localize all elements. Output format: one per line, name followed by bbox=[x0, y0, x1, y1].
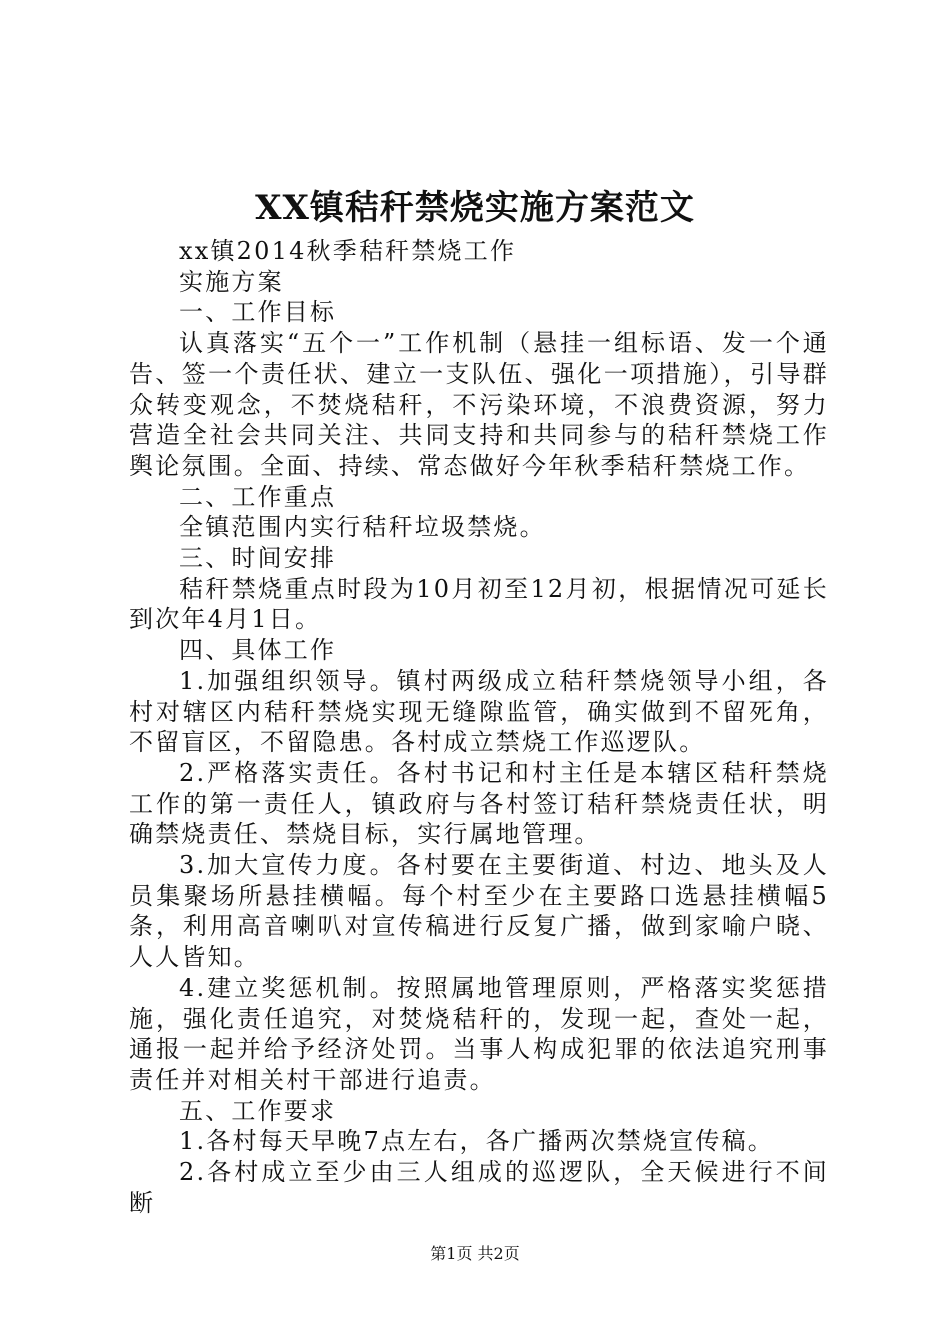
paragraph-requirement-2: 2.各村成立至少由三人组成的巡逻队，全天候进行不间断 bbox=[129, 1158, 829, 1217]
paragraph-goals: 认真落实“五个一”工作机制（悬挂一组标语、发一个通告、签一个责任状、建立一支队伍、强化一项措施），引导群众转变观念，不焚烧秸秆，不污染环境，不浪费资源，努力营造全社会共同关注、共同支持和共同参与的秸秆禁烧工作舆论氛围。全面、持续、常态做好今年秋季秸秆禁烧工作。 bbox=[129, 329, 829, 480]
section-heading-focus: 二、工作重点 bbox=[179, 482, 337, 511]
page-footer: 第1页 共2页 bbox=[430, 1244, 520, 1263]
section-heading-goals: 一、工作目标 bbox=[179, 298, 337, 327]
document-title: XX镇秸秆禁烧实施方案范文 bbox=[255, 188, 695, 228]
paragraph-requirement-1: 1.各村每天早晚7点左右，各广播两次禁烧宣传稿。 bbox=[179, 1127, 774, 1156]
paragraph-subtitle-line1: xx镇2014秋季秸秆禁烧工作 bbox=[179, 237, 517, 265]
section-heading-tasks: 四、具体工作 bbox=[179, 636, 337, 665]
paragraph-task-3: 3.加大宣传力度。各村要在主要街道、村边、地头及人员集聚场所悬挂横幅。每个村至少在主要路口选悬挂横幅5条，利用高音喇叭对宣传稿进行反复广播，做到家喻户晓、人人皆知。 bbox=[129, 851, 829, 972]
paragraph-task-1: 1.加强组织领导。镇村两级成立秸秆禁烧领导小组，各村对辖区内秸秆禁烧实现无缝隙监管，确实做到不留死角，不留盲区，不留隐患。各村成立禁烧工作巡逻队。 bbox=[129, 666, 829, 757]
paragraph-focus: 全镇范围内实行秸秆垃圾禁烧。 bbox=[179, 513, 546, 542]
section-heading-schedule: 三、时间安排 bbox=[179, 544, 337, 573]
paragraph-task-2: 2.严格落实责任。各村书记和村主任是本辖区秸秆禁烧工作的第一责任人，镇政府与各村签订秸秆禁烧责任状，明确禁烧责任、禁烧目标，实行属地管理。 bbox=[129, 758, 829, 849]
document-body bbox=[129, 236, 829, 1219]
paragraph-task-4: 4.建立奖惩机制。按照属地管理原则，严格落实奖惩措施，强化责任追究，对焚烧秸秆的，发现一起，查处一起，通报一起并给予经济处罚。当事人构成犯罪的依法追究刑事责任并对相关村干部进行追责。 bbox=[129, 973, 829, 1094]
paragraph-schedule: 秸秆禁烧重点时段为10月初至12月初，根据情况可延长到次年4月1日。 bbox=[129, 574, 829, 634]
paragraph-subtitle-line2: 实施方案 bbox=[179, 267, 284, 296]
section-heading-requirements: 五、工作要求 bbox=[179, 1096, 337, 1125]
